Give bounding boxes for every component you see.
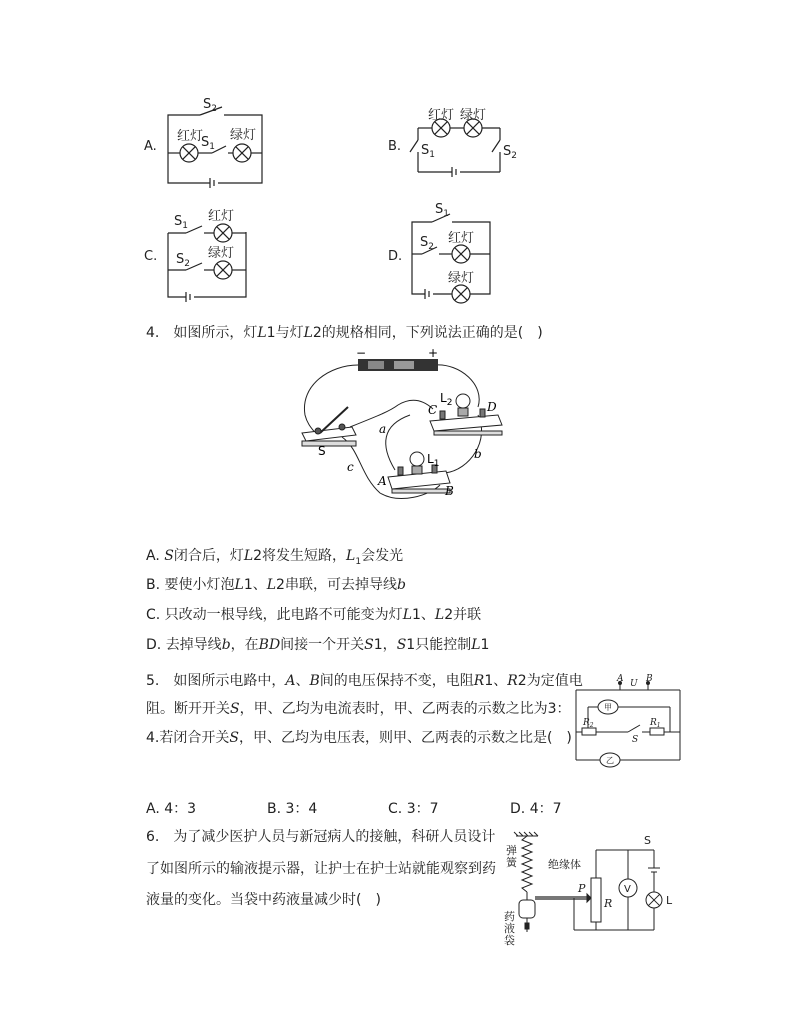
q3-option-d-green-label: 绿灯 [448,271,475,286]
q6-stem-line1: 6. 为了减少医护人员与新冠病人的接触，科研人员设计 [146,829,496,845]
q3-option-d-s1-label: $S_1$ [435,202,449,219]
q4-l2-label: $L_2$ [440,391,453,408]
q3-option-b-green-label: 绿灯 [460,108,487,123]
q6-s-label: S [644,834,651,847]
q5-r2-label: $R_2$ [583,718,594,729]
q3-option-b-s1-label: $S_1$ [421,143,435,160]
q5-option-b: B. 3：4 [267,801,318,817]
q4-wire-a-label: a [379,422,387,436]
q3-option-a-s1-label: $S_1$ [201,135,215,152]
q6-stem-line2: 了如图所示的输液提示器，让护士在护士站就能观察到药 [146,861,496,877]
q3-option-a-s2-label: $S_2$ [203,97,217,114]
q6-spring-label: 弹簧 [506,844,517,869]
q3-option-d-s2-label: $S_2$ [420,235,434,252]
q5-resistor-r2 [582,728,596,735]
q3-option-a-red-label: 红灯 [177,129,204,144]
q4-lamp-l1-board [388,452,450,493]
q5-stem-line2: 阻。断开开关S，甲、乙均为电流表时，甲、乙两表的示数之比为3： [146,701,571,717]
q5-jia-label: 甲 [604,703,612,712]
q3-option-d-red-label: 红灯 [448,231,475,246]
q4-wire-c-label: c [347,460,354,474]
q3-option-b-red-label: 红灯 [428,108,455,123]
q3-option-c-red-label: 红灯 [208,209,235,224]
q5-stem-line3: 4.若闭合开关S，甲、乙均为电压表，则甲、乙两表的示数之比是( ) [146,730,572,746]
q3-option-d-red-lamp-icon [452,245,470,263]
q3-circuit-options [0,0,794,310]
q5-resistor-r1 [650,728,664,735]
q3-option-c-s1-label: $S_1$ [174,214,188,231]
q3-option-d-circuit [412,214,490,299]
q6-infusion-alarm-figure [498,828,690,952]
q3-option-a-red-lamp-icon [180,144,198,162]
q3-option-a-green-lamp-icon [233,144,251,162]
q5-s-label: S [632,735,639,745]
q5-r1-label: $R_1$ [650,718,661,729]
q4-option-b: B. 要使小灯泡L1、L2串联，可去掉导线b [146,577,406,593]
q4-wire-b-label: b [474,447,482,461]
q4-switch-label: S [318,444,326,458]
q3-option-c-s2-label: $S_2$ [176,252,190,269]
q5-option-c: C. 3：7 [388,801,439,817]
q6-rheostat-r [591,878,601,922]
q4-a-label: A [378,474,387,488]
q4-option-c: C. 只改动一根导线，此电路不可能变为灯L1、L2并联 [146,607,482,623]
q4-battery-minus: − [356,346,367,360]
q3-option-a-green-label: 绿灯 [230,128,257,143]
q4-b-label: B [445,484,454,498]
q3-option-d-green-lamp-icon [452,285,470,303]
q6-spring-icon [522,836,532,892]
q5-a-label: A [617,674,624,684]
q6-l-label: L [666,894,673,907]
q4-battery-plus: + [428,346,439,360]
q3-option-b-letter: B. [388,139,402,154]
q6-insulator-rod [535,896,587,900]
q4-d-label: D [487,400,497,414]
q6-v-label: V [624,884,631,895]
q5-b-label: B [646,674,653,684]
q3-option-a-letter: A. [144,139,157,154]
q4-stem: 4. 如图所示，灯L1与灯L2的规格相同，下列说法正确的是( ) [146,325,543,341]
q3-option-c-green-lamp-icon [214,261,232,279]
q4-battery-icon [358,359,438,371]
q5-option-a: A. 4：3 [146,801,197,817]
q5-yi-label: 乙 [606,756,614,765]
q5-option-d: D. 4：7 [510,801,562,817]
q6-r-label: R [604,897,613,910]
q3-option-b-s2-label: $S_2$ [503,144,517,161]
q4-wire-left [304,365,358,437]
q4-wiring-figure [290,345,510,505]
q4-l1-label: $L_1$ [427,452,440,469]
q4-option-d: D. 去掉导线b，在BD间接一个开关S1，S1只能控制L1 [146,637,490,653]
q6-iv-bag-icon [519,900,535,918]
q3-option-d-letter: D. [388,249,403,264]
q5-u-label: U [630,679,638,689]
q6-insulator-label: 绝缘体 [548,858,581,871]
q3-option-c-green-label: 绿灯 [208,246,235,261]
q5-stem-line1: 5. 如图所示电路中，A、B间的电压保持不变，电阻R1、R2为定值电 [146,673,583,689]
q3-option-c-letter: C. [144,249,158,264]
q3-option-c-red-lamp-icon [214,224,232,242]
q6-p-label: P [578,882,586,895]
q6-bag-label: 药液袋 [504,910,515,947]
q6-stem-line3: 液量的变化。当袋中药液量减少时( ) [146,892,381,908]
q4-c-label: C [428,403,438,417]
q4-wire-cd [386,415,410,470]
q4-option-a: A. S闭合后，灯L2将发生短路，$L_1$会发光 [146,548,404,567]
q4-wire-a [350,400,433,427]
q5-circuit-figure [568,672,688,776]
